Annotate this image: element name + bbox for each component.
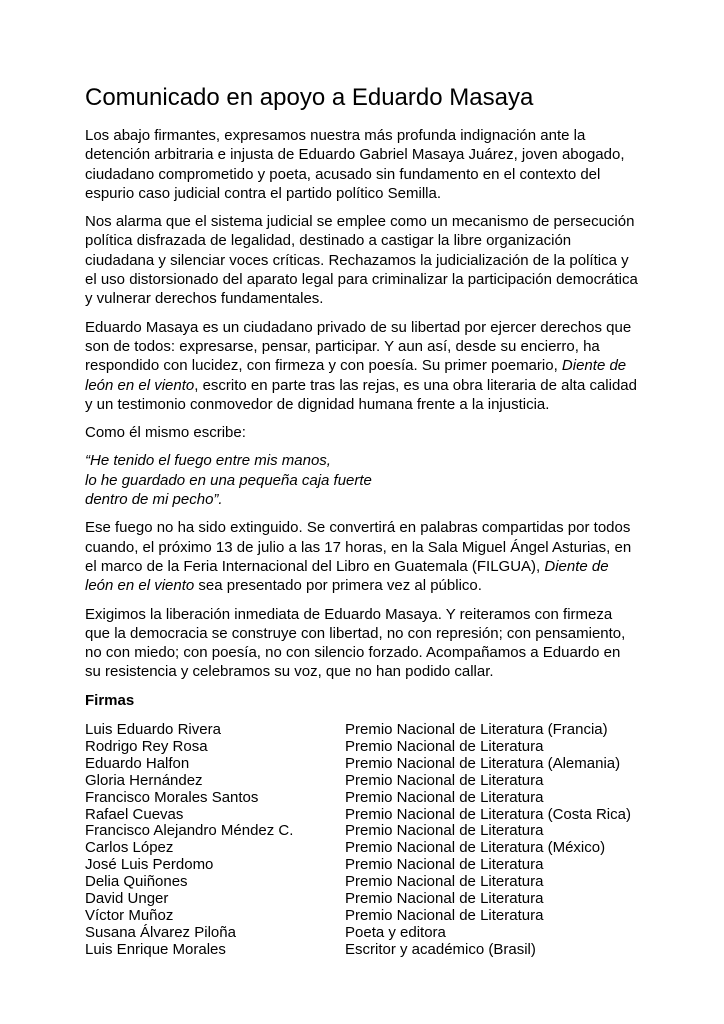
signatory-name: Luis Eduardo Rivera [85, 721, 221, 739]
signature-row [85, 739, 640, 756]
signature-row [85, 840, 640, 857]
signatory-credential: Premio Nacional de Literatura [345, 856, 544, 874]
poem-line: dentro de mi pecho”. [85, 491, 223, 509]
paragraph-closing [85, 605, 640, 682]
signatory-credential: Premio Nacional de Literatura [345, 788, 544, 806]
signatory-name: Susana Álvarez Piloña [85, 923, 236, 941]
signatory-name: Delia Quiñones [85, 873, 188, 891]
signature-row [85, 908, 640, 925]
signatory-name: David Unger [85, 890, 169, 908]
signatory-credential: Premio Nacional de Literatura [345, 822, 544, 840]
signatory-credential: Poeta y editora [345, 923, 446, 941]
signature-list [85, 722, 640, 959]
signature-row [85, 823, 640, 840]
text-run: Exigimos la liberación inmediata de Eduardo Masaya. Y reiteramos con firmeza que la democracia se construye con libertad, no con represión; con pensamiento, no con miedo; con poesía, no con silencio forzado. Acompañamos a Eduardo en su resistencia y celebramos su voz, que no han podido callar. [85, 605, 626, 681]
signatory-name: Rodrigo Rey Rosa [85, 737, 208, 755]
signature-row [85, 925, 640, 942]
signature-row [85, 807, 640, 824]
signature-row [85, 756, 640, 773]
signatory-credential: Premio Nacional de Literatura (Alemania) [345, 754, 621, 772]
signatory-credential: Premio Nacional de Literatura [345, 873, 544, 891]
text-run: Ese fuego no ha sido extinguido. Se convertirá en palabras compartidas por todos cuando, el próximo 13 de julio a las 17 horas, en la Sala Miguel Ángel Asturias, en el marco de la Feria Internacional del Libro en Guatemala (FILGUA), [85, 519, 632, 575]
signatory-credential: Premio Nacional de Literatura (Francia) [345, 721, 608, 739]
text-run: Como él mismo escribe: [85, 424, 246, 442]
signatory-credential: Premio Nacional de Literatura [345, 771, 544, 789]
paragraph-poemario [85, 318, 640, 414]
signatory-name: Francisco Morales Santos [85, 788, 259, 806]
text-run: Eduardo Masaya es un ciudadano privado de su libertad por ejercer derechos que son de todos: expresarse, pensar, participar. Y aun así, desde su encierro, ha respondido con lucidez, con firmeza y con poesía. Su primer poemario, [85, 318, 632, 375]
signature-row [85, 790, 640, 807]
signatory-credential: Premio Nacional de Literatura [345, 737, 544, 755]
text-run: Los abajo firmantes, expresamos nuestra más profunda indignación ante la detención arbitraria e injusta de Eduardo Gabriel Masaya Juárez, joven abogado, ciudadano comprometido y poeta, acusado sin fundamento en el contexto del espurio caso judicial contra el partido político Semilla. [85, 127, 625, 202]
signatory-credential: Premio Nacional de Literatura (México) [345, 839, 606, 857]
text-run: Nos alarma que el sistema judicial se emplee como un mecanismo de persecución política disfrazada de legalidad, destinado a castigar la libre organización ciudadana y silenciar voces críticas. Rechazamos la judicialización de la política y el uso distorsionado del aparato legal para criminalizar la participación democrática y vulnerar derechos fundamentales. [85, 213, 638, 308]
signatures-heading: Firmas [85, 691, 135, 709]
signatory-name: Víctor Muñoz [85, 906, 174, 924]
signature-row [85, 722, 640, 739]
book-title-italic: Diente de león en el viento [85, 357, 627, 394]
signatory-name: Luis Enrique Morales [85, 940, 226, 958]
signature-row [85, 942, 640, 959]
document-title: Comunicado en apoyo a Eduardo Masaya [85, 84, 534, 111]
signatory-name: Rafael Cuevas [85, 805, 184, 823]
signatory-name: José Luis Perdomo [85, 856, 214, 874]
book-title-italic: Diente de león en el viento [85, 557, 609, 595]
paragraph-alarm [85, 212, 640, 308]
signatory-credential: Premio Nacional de Literatura (Costa Rica) [345, 805, 631, 823]
paragraph-filgua [85, 518, 640, 595]
signatory-credential: Premio Nacional de Literatura [345, 906, 544, 924]
signature-row [85, 773, 640, 790]
signatory-credential: Escritor y académico (Brasil) [345, 940, 536, 958]
signatory-name: Francisco Alejandro Méndez C. [85, 822, 294, 840]
signatory-name: Eduardo Halfon [85, 754, 190, 772]
poem-line: “He tenido el fuego entre mis manos, [85, 452, 331, 470]
signatory-name: Gloria Hernández [85, 771, 203, 789]
signatory-credential: Premio Nacional de Literatura [345, 890, 544, 908]
signature-row [85, 874, 640, 891]
text-run: sea presentado por primera vez al público. [194, 577, 482, 595]
signatory-name: Carlos López [85, 839, 174, 857]
paragraph-quote-intro [85, 423, 640, 442]
signature-row [85, 891, 640, 908]
poem-line: lo he guardado en una pequeña caja fuerte [85, 471, 372, 489]
poem-quote [85, 451, 640, 509]
text-run: , escrito en parte tras las rejas, es una obra literaria de alta calidad y un testimonio conmovedor de dignidad humana frente a la injusticia. [85, 376, 637, 413]
signature-row [85, 857, 640, 874]
paragraph-opening [85, 126, 640, 203]
